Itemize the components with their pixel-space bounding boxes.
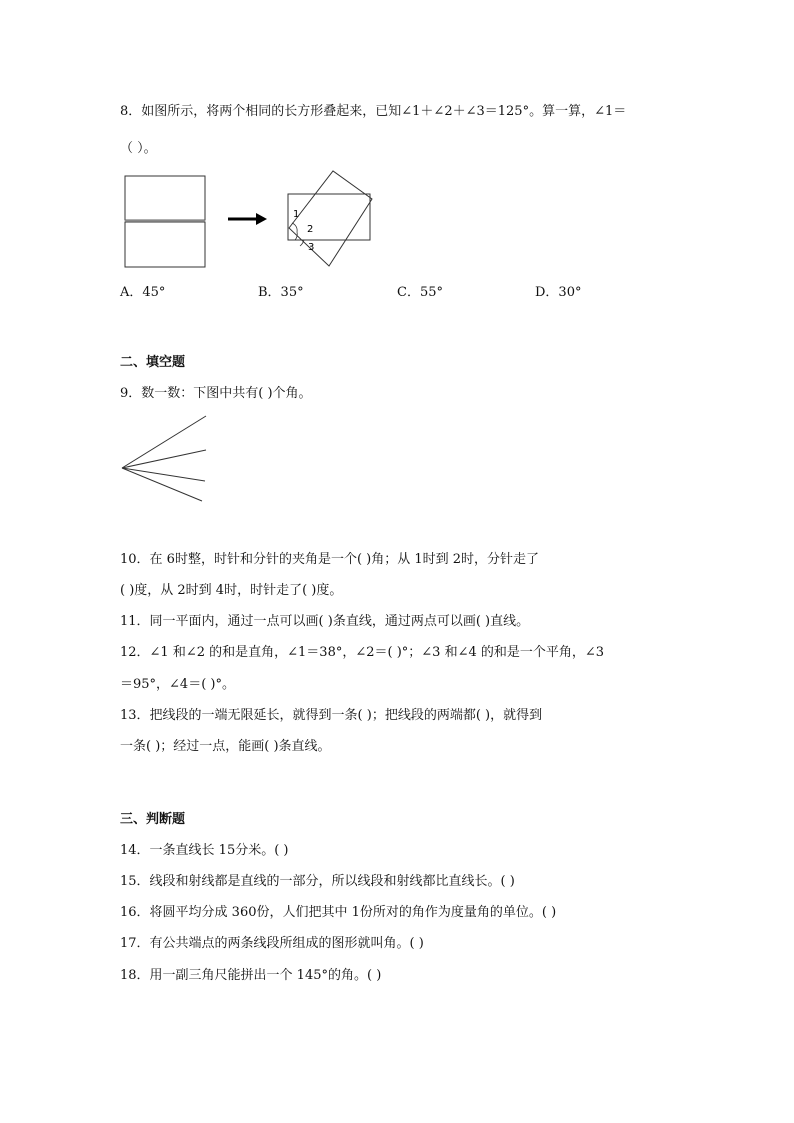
q13-text-line1: 13．把线段的一端无限延长，就得到一条( )；把线段的两端都( )，就得到 bbox=[120, 708, 543, 723]
q18-text: 18．用一副三角尺能拼出一个 145°的角。( ) bbox=[120, 968, 382, 983]
arrow-icon bbox=[228, 211, 268, 227]
q8-option-d[interactable]: D．30° bbox=[535, 285, 582, 300]
q8-text-line2: （ ）。 bbox=[120, 141, 157, 156]
q8-option-a[interactable]: A．45° bbox=[120, 285, 166, 300]
q11-text: 11．同一平面内，通过一点可以画( )条直线，通过两点可以画( )直线。 bbox=[120, 614, 530, 629]
q13-text-line2: 一条( )；经过一点，能画( )条直线。 bbox=[120, 739, 331, 754]
q9-text: 9．数一数：下图中共有( )个角。 bbox=[120, 386, 312, 401]
q9-rays-figure bbox=[118, 412, 210, 506]
q8-overlapped-rectangles-figure bbox=[280, 168, 380, 272]
tilted-rectangle bbox=[289, 171, 372, 266]
q8-option-b[interactable]: B．35° bbox=[258, 285, 304, 300]
q12-text-line2: ＝95°，∠4＝( )°。 bbox=[120, 677, 235, 692]
section-heading-true-false: 三、判断题 bbox=[120, 812, 186, 827]
angle-label-1: 1 bbox=[293, 209, 300, 220]
q17-text: 17．有公共端点的两条线段所组成的图形就叫角。( ) bbox=[120, 936, 424, 951]
q8-stacked-rectangles-figure bbox=[124, 175, 208, 269]
angle-label-2: 2 bbox=[307, 224, 314, 235]
upper-rectangle bbox=[125, 176, 205, 220]
q10-text-line2: ( )度，从 2时到 4时，时针走了( )度。 bbox=[120, 583, 343, 598]
angle-label-3: 3 bbox=[308, 242, 315, 253]
q15-text: 15．线段和射线都是直线的一部分，所以线段和射线都比直线长。( ) bbox=[120, 874, 515, 889]
q12-text-line1: 12．∠1 和∠2 的和是直角，∠1＝38°，∠2＝( )°；∠3 和∠4 的和是一个平角，∠3 bbox=[120, 645, 605, 660]
q14-text: 14．一条直线长 15分米。( ) bbox=[120, 843, 289, 858]
q8-option-c[interactable]: C．55° bbox=[397, 285, 443, 300]
lower-rectangle bbox=[125, 222, 205, 267]
section-heading-fill-in: 二、填空题 bbox=[120, 355, 186, 370]
horizontal-rectangle bbox=[288, 194, 370, 240]
q10-text-line1: 10．在 6时整，时针和分针的夹角是一个( )角；从 1时到 2时，分针走了 bbox=[120, 552, 540, 567]
q16-text: 16．将圆平均分成 360份，人们把其中 1份所对的角作为度量角的单位。( ) bbox=[120, 905, 557, 920]
q8-text-line1: 8．如图所示，将两个相同的长方形叠起来，已知∠1＋∠2＋∠3＝125°。算一算，∠1＝ bbox=[120, 104, 627, 119]
